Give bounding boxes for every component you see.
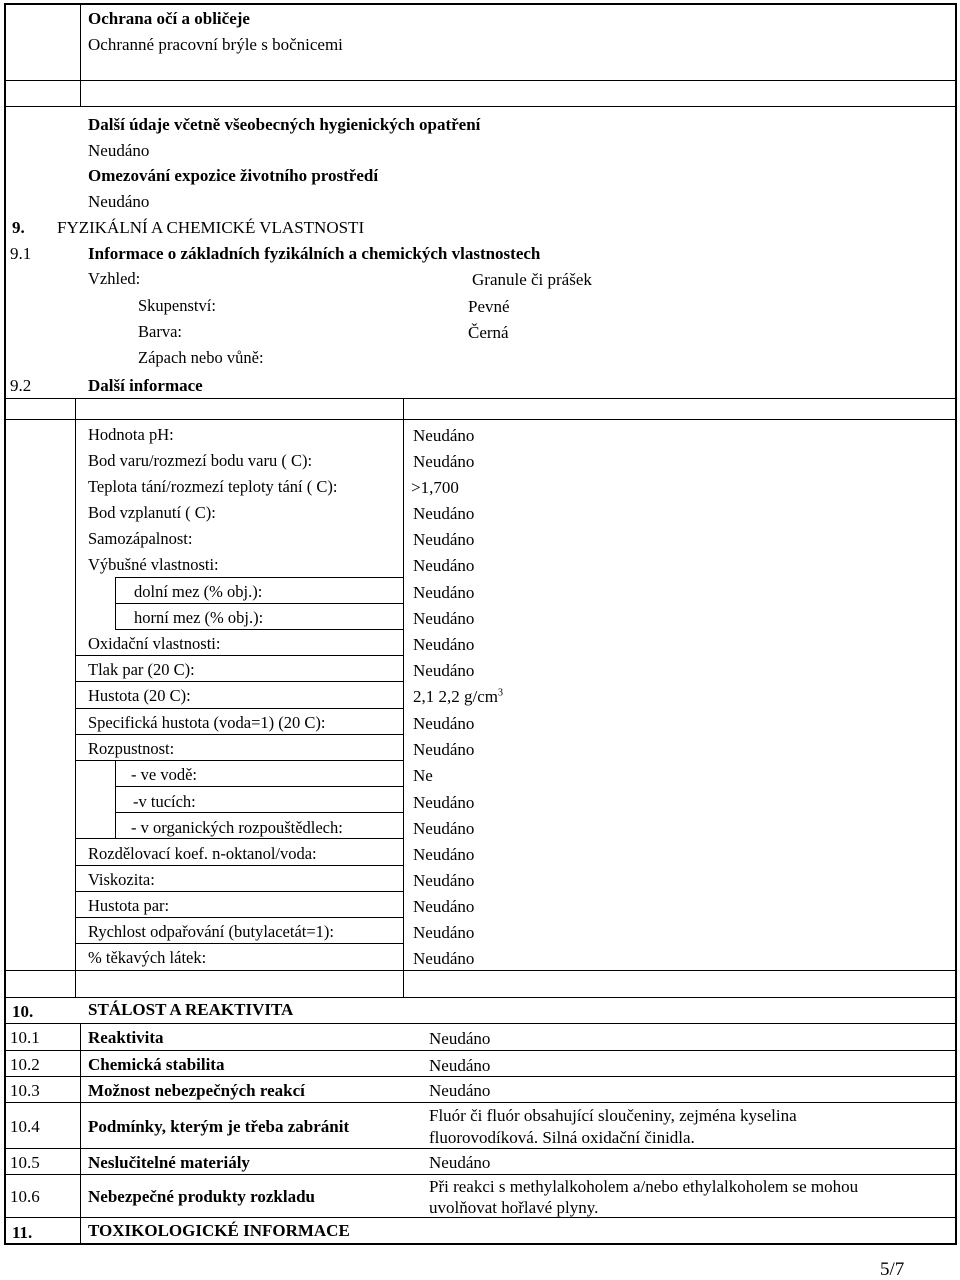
subsection-label: Reaktivita: [88, 1028, 164, 1047]
table-border-top: [4, 3, 957, 5]
row-divider: [75, 838, 403, 839]
cell-divider: [75, 398, 76, 998]
hygiene-heading: Další údaje včetně všeobecných hygienických opatření: [88, 115, 481, 134]
prop-label: horní mez (% obj.):: [134, 608, 264, 627]
prop-label: Teplota tání/rozmezí teploty tání ( C):: [88, 477, 338, 496]
prop-value: Neudáno: [413, 661, 475, 680]
section-11-number: 11.: [12, 1223, 33, 1242]
section-9-2-title: Další informace: [88, 376, 203, 395]
row-divider: [115, 577, 403, 578]
prop-label: Hodnota pH:: [88, 425, 174, 444]
prop-label: Rychlost odpařování (butylacetát=1):: [88, 922, 334, 941]
row-divider: [4, 970, 957, 971]
odor-label: Zápach nebo vůně:: [138, 348, 264, 367]
prop-value: Neudáno: [413, 740, 475, 759]
page-number: 5/7: [880, 1259, 905, 1280]
subsection-number: 10.2: [10, 1055, 40, 1074]
cell-divider: [80, 1023, 81, 1244]
prop-value: Neudáno: [413, 609, 475, 628]
hygiene-value: Neudáno: [88, 141, 150, 160]
subsection-number: 10.6: [10, 1187, 40, 1206]
prop-label: Hustota (20 C):: [88, 686, 191, 705]
section-10-title: STÁLOST A REAKTIVITA: [88, 1000, 294, 1019]
row-divider: [75, 917, 403, 918]
prop-label: Rozdělovací koef. n-oktanol/voda:: [88, 844, 317, 863]
appearance-value: Granule či prášek: [472, 270, 592, 289]
row-divider: [75, 708, 403, 709]
section-9-2-number: 9.2: [10, 376, 32, 395]
prop-label: Tlak par (20 C):: [88, 660, 195, 679]
prop-value: Ne: [413, 766, 433, 785]
row-divider: [115, 786, 403, 787]
subsection-number: 10.1: [10, 1028, 40, 1047]
subsection-value: Při reakci s methylalkoholem a/nebo ethylalkoholem se mohou: [429, 1177, 859, 1196]
row-divider: [115, 812, 403, 813]
env-exposure-value: Neudáno: [88, 192, 150, 211]
prop-value: Neudáno: [413, 583, 475, 602]
density-value: [413, 688, 503, 705]
prop-value: Neudáno: [413, 714, 475, 733]
row-divider: [4, 419, 957, 420]
row-divider: [115, 603, 403, 604]
section-9-title: FYZIKÁLNÍ A CHEMICKÉ VLASTNOSTI: [57, 218, 365, 237]
table-border-right: [955, 3, 957, 1245]
subsection-label: Chemická stabilita: [88, 1055, 225, 1074]
subsection-value: Neudáno: [429, 1081, 491, 1100]
prop-value: Neudáno: [413, 426, 475, 445]
color-value: Černá: [468, 323, 509, 342]
subsection-value: Neudáno: [429, 1153, 491, 1172]
row-divider: [75, 734, 403, 735]
row-divider: [4, 1174, 957, 1175]
prop-value: Neudáno: [413, 556, 475, 575]
prop-label: Výbušné vlastnosti:: [88, 555, 219, 574]
state-label: Skupenství:: [138, 296, 216, 315]
prop-label: -v tucích:: [133, 792, 196, 811]
prop-value: Neudáno: [413, 923, 475, 942]
prop-value: Neudáno: [413, 819, 475, 838]
subsection-number: 10.5: [10, 1153, 40, 1172]
row-divider: [4, 106, 957, 107]
table-border-bottom: [4, 1243, 957, 1245]
row-divider: [4, 1050, 957, 1051]
subsection-value: Neudáno: [429, 1056, 491, 1075]
color-label: Barva:: [138, 322, 182, 341]
prop-label: Samozápalnost:: [88, 529, 193, 548]
prop-label: Oxidační vlastnosti:: [88, 634, 221, 653]
section-9-1-title: Informace o základních fyzikálních a chemických vlastnostech: [88, 244, 541, 263]
row-divider: [4, 1217, 957, 1218]
row-divider: [75, 655, 403, 656]
appearance-label: Vzhled:: [88, 269, 141, 288]
subsection-label: Neslučitelné materiály: [88, 1153, 250, 1172]
table-border-left: [4, 3, 6, 1245]
row-divider: [115, 629, 403, 630]
row-divider: [4, 80, 957, 81]
subsection-value: Neudáno: [429, 1029, 491, 1048]
prop-label: - v organických rozpouštědlech:: [131, 818, 343, 837]
prop-label: Rozpustnost:: [88, 739, 175, 758]
subsection-number: 10.4: [10, 1117, 40, 1136]
density-unit-exponent: 3: [498, 687, 503, 699]
row-divider: [4, 1023, 957, 1024]
row-divider: [4, 1076, 957, 1077]
cell-divider: [115, 760, 116, 838]
eye-protection-heading: Ochrana očí a obličeje: [88, 9, 250, 28]
subsection-label: Možnost nebezpečných reakcí: [88, 1081, 305, 1100]
row-divider: [4, 1148, 957, 1149]
prop-value: Neudáno: [413, 504, 475, 523]
prop-label: % těkavých látek:: [88, 948, 207, 967]
prop-value: Neudáno: [413, 635, 475, 654]
density-value-text: 2,1 2,2 g/cm: [413, 687, 498, 706]
prop-label: Viskozita:: [88, 870, 155, 889]
section-11-title: TOXIKOLOGICKÉ INFORMACE: [88, 1221, 350, 1240]
cell-divider: [403, 398, 404, 998]
section-10-number: 10.: [12, 1002, 34, 1021]
prop-label: Bod varu/rozmezí bodu varu ( C):: [88, 451, 313, 470]
row-divider: [75, 865, 403, 866]
subsection-number: 10.3: [10, 1081, 40, 1100]
prop-label: Specifická hustota (voda=1) (20 C):: [88, 713, 326, 732]
row-divider: [75, 760, 403, 761]
cell-divider: [80, 3, 81, 80]
row-divider: [75, 891, 403, 892]
subsection-label: Nebezpečné produkty rozkladu: [88, 1187, 316, 1206]
prop-label: Hustota par:: [88, 896, 170, 915]
env-exposure-heading: Omezování expozice životního prostředí: [88, 166, 379, 185]
prop-value: Neudáno: [413, 452, 475, 471]
prop-value: Neudáno: [413, 530, 475, 549]
state-value: Pevné: [468, 297, 510, 316]
subsection-label: Podmínky, kterým je třeba zabránit: [88, 1117, 350, 1136]
eye-protection-text: Ochranné pracovní brýle s bočnicemi: [88, 35, 343, 54]
cell-divider: [80, 80, 81, 106]
prop-value: Neudáno: [413, 897, 475, 916]
row-divider: [4, 1102, 957, 1103]
prop-label: - ve vodě:: [131, 765, 197, 784]
subsection-value-line2: fluorovodíková. Silná oxidační činidla.: [429, 1128, 695, 1147]
prop-value: Neudáno: [413, 793, 475, 812]
subsection-value-line2: uvolňovat hořlavé plyny.: [429, 1198, 599, 1217]
section-9-number: 9.: [12, 218, 25, 237]
prop-value: Neudáno: [413, 845, 475, 864]
prop-value: Neudáno: [413, 871, 475, 890]
prop-value: >1,700: [411, 478, 459, 497]
prop-label: dolní mez (% obj.):: [134, 582, 263, 601]
section-9-1-number: 9.1: [10, 244, 32, 263]
row-divider: [4, 398, 957, 399]
subsection-value: Fluór či fluór obsahující sloučeniny, zejména kyselina: [429, 1106, 797, 1125]
row-divider: [4, 997, 957, 998]
prop-value: Neudáno: [413, 949, 475, 968]
prop-label: Bod vzplanutí ( C):: [88, 503, 216, 522]
row-divider: [75, 943, 403, 944]
row-divider: [75, 681, 403, 682]
